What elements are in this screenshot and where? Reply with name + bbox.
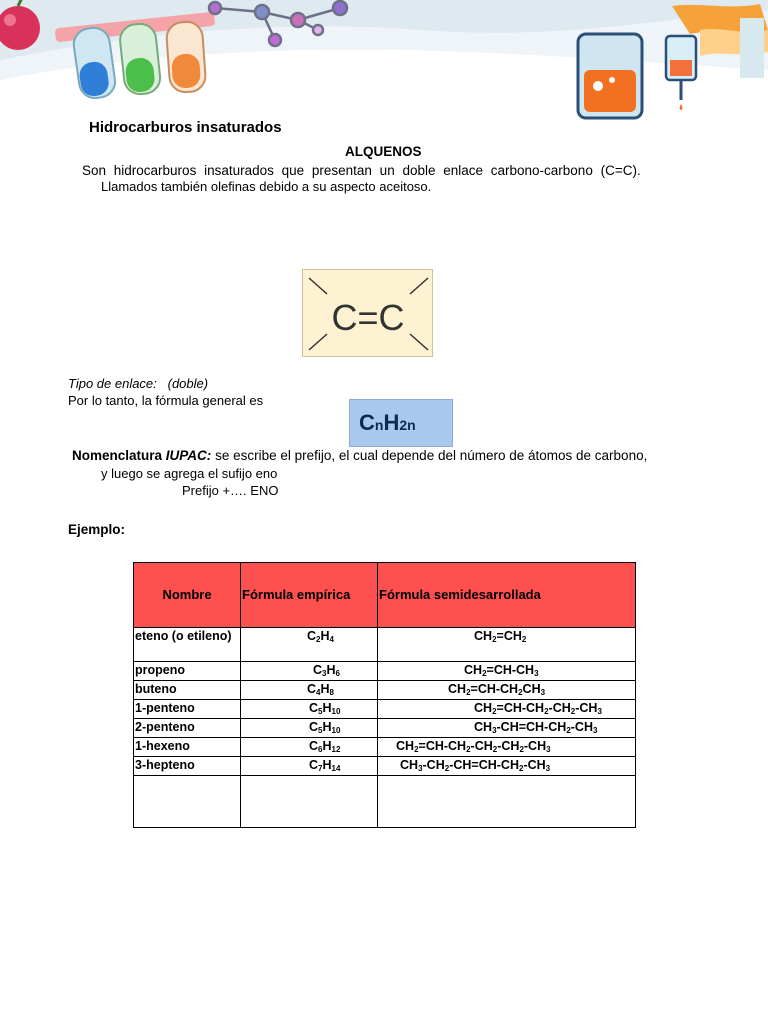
header-formula-semidesarrollada: Fórmula semidesarrollada (378, 563, 636, 628)
cell-empirical-formula: $C_5H_{10}$ (241, 700, 378, 719)
cell-name: buteno (134, 681, 241, 700)
document-heading: Hidrocarburos insaturados (89, 119, 282, 136)
table-header-row (134, 563, 636, 628)
nomenclature-line-1 (72, 448, 647, 463)
alkenes-table (133, 562, 636, 828)
table-row (134, 719, 636, 738)
prefix-rule: Prefijo +…. ENO (182, 483, 279, 498)
table-row (134, 681, 636, 700)
cell-empirical-formula: $C_7H_{14}$ (241, 757, 378, 776)
general-formula-text: Por lo tanto, la fórmula general es (68, 393, 264, 408)
bond-type-label: Tipo de enlace: (68, 376, 157, 391)
cell-semideveloped-formula: $CH_2=CH_2$ (378, 628, 636, 662)
section-title: ALQUENOS (345, 144, 422, 159)
beaker-icon (578, 34, 642, 118)
cell-name: 1-penteno (134, 700, 241, 719)
cell-semideveloped-formula: $CH_3-CH_2-CH=CH-CH_2-CH_3$ (378, 757, 636, 776)
cell-empirical-formula: $C_2H_4$ (241, 628, 378, 662)
formula-2n: 2n (399, 417, 416, 433)
cell-empirical-formula: $C_3H_6$ (241, 662, 378, 681)
cell-empirical-formula (241, 776, 378, 828)
formula-h: H (383, 410, 400, 435)
cell-semideveloped-formula (378, 776, 636, 828)
structure-label: C=C (331, 297, 405, 338)
formula-n: n (374, 417, 384, 433)
cell-name: 2-penteno (134, 719, 241, 738)
double-bond-diagram (303, 270, 433, 357)
cell-empirical-formula: $C_5H_{10}$ (241, 719, 378, 738)
general-formula-box (349, 399, 453, 447)
bond-type-value: (doble) (167, 376, 209, 391)
chemistry-banner-illustration (0, 0, 768, 122)
cell-semideveloped-formula: $CH_2=CH-CH_3$ (378, 662, 636, 681)
formula-c: C (359, 410, 375, 435)
cell-name: 1-hexeno (134, 738, 241, 757)
cell-semideveloped-formula: $CH_2=CH-CH_2-CH_2-CH_2-CH_3$ (378, 738, 636, 757)
cell-name (134, 776, 241, 828)
intro-line-2: Llamados también olefinas debido a su aspecto aceitoso. (101, 179, 432, 194)
table-row (134, 776, 636, 828)
cell-name: 3-hepteno (134, 757, 241, 776)
nomenclature-text: se escribe el prefijo, el cual depende del número de átomos de carbono, (215, 448, 648, 463)
cell-name: propeno (134, 662, 241, 681)
cell-name: eteno (o etileno) (134, 628, 241, 662)
cell-semideveloped-formula: $CH_2=CH-CH_2CH_3$ (378, 681, 636, 700)
cell-semideveloped-formula: $CH_3-CH=CH-CH_2-CH_3$ (378, 719, 636, 738)
double-bond-structure-image (302, 269, 433, 357)
table-row (134, 628, 636, 662)
table-row (134, 700, 636, 719)
nomenclature-line-2: y luego se agrega el sufijo eno (101, 466, 278, 481)
table-row (134, 757, 636, 776)
cell-empirical-formula: $C_4H_8$ (241, 681, 378, 700)
bond-type-line (68, 376, 208, 391)
table-row (134, 662, 636, 681)
header-nombre: Nombre (134, 563, 241, 628)
nomenclature-label: Nomenclatura (72, 448, 163, 463)
table-row (134, 738, 636, 757)
example-label: Ejemplo: (68, 522, 126, 537)
header-formula-empirica: Fórmula empírica (241, 563, 378, 628)
general-formula (359, 410, 416, 436)
cell-semideveloped-formula: $CH_2=CH-CH_2-CH_2-CH_3$ (378, 700, 636, 719)
iupac-label: IUPAC: (165, 448, 212, 463)
intro-line-1: Son hidrocarburos insaturados que presentan un doble enlace carbono-carbono (C=C). (82, 163, 641, 178)
cell-empirical-formula: $C_6H_{12}$ (241, 738, 378, 757)
